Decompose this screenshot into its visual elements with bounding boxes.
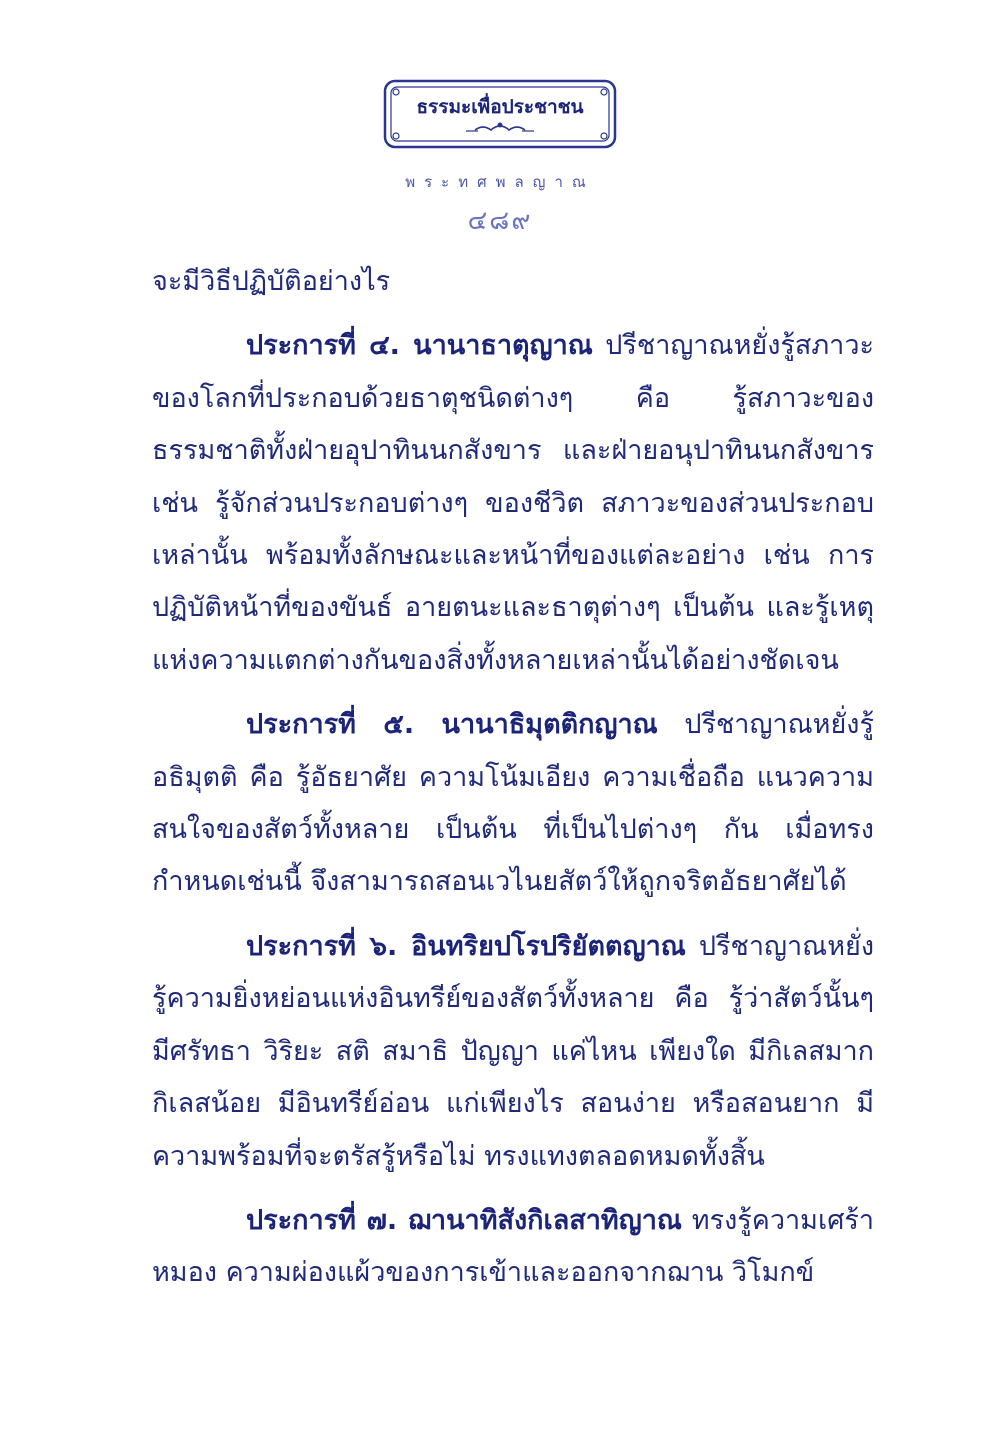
paragraph-heading: ประการที่ ๕. นานาธิมุตติกญาณ (246, 709, 658, 741)
book-logo (382, 78, 618, 150)
page-header (0, 78, 1000, 241)
logo-text: ธรรมะเพื่อประชาชน (416, 96, 584, 118)
paragraph-text: ปรีชาญาณหยั่งรู้อธิมุตติ คือ รู้อัธยาศัย ความโน้มเอียง ความเชื่อถือ แนวความสนใจของสัตว์ทั้งหลาย เป็นต้น ที่เป็นไปต่างๆ กัน เมื่อทรงกำหนดเช่นนี้ จึงสามารถสอนเวไนยสัตว์ให้ถูกจริตอัธยาศัยได้ (152, 709, 874, 898)
paragraph-7 (152, 1195, 874, 1300)
paragraph-text: ปรีชาญาณหยั่งรู้ความยิ่งหย่อนแห่งอินทรีย์ของสัตว์ทั้งหลาย คือ รู้ว่าสัตว์นั้นๆ มีศรัทธา วิริยะ สติ สมาธิ ปัญญา แค่ไหน เพียงใด มีกิเลสมาก กิเลสน้อย มีอินทรีย์อ่อน แก่เพียงไร สอนง่าย หรือสอนยาก มีความพร้อมที่จะตรัสรู้หรือไม่ ทรงแทงตลอดหมดทั้งสิ้น (152, 930, 875, 1172)
paragraph-heading: ประการที่ ๖. อินทริยปโรปริยัตตญาณ (246, 930, 686, 962)
paragraph-text: ทรงรู้ความเศร้าหมอง ความผ่องแผ้วของการเข้าและออกจากฌาน วิโมกข์ (152, 1204, 875, 1289)
paragraph-text: ปรีชาญาณหยั่งรู้สภาวะของโลกที่ประกอบด้วยธาตุชนิดต่างๆ คือ รู้สภาวะของธรรมชาติทั้งฝ่ายอุปาทินนกสังขาร และฝ่ายอนุปาทินนกสังขาร เช่น รู้จักส่วนประกอบต่างๆ ของชีวิต สภาวะของส่วนประกอบเหล่านั้น พร้อมทั้งลักษณะและหน้าที่ของแต่ละอย่าง เช่น การปฏิบัติหน้าที่ของขันธ์ อายตนะและธาตุต่างๆ เป็นต้น และรู้เหตุแห่งความแตกต่างกันของสิ่งทั้งหลายเหล่านั้นได้อย่างชัดเจน (152, 330, 874, 676)
running-title: พระทศพลญาณ (405, 173, 595, 191)
paragraph-6 (152, 921, 874, 1183)
intro-line: จะมีวิธีปฏิบัติอย่างไร (152, 266, 391, 297)
paragraph-5 (152, 699, 874, 909)
page-body (152, 256, 874, 1300)
paragraph-heading: ประการที่ ๗. ฌานาทิสังกิเลสาทิญาณ (246, 1204, 682, 1236)
paragraph-heading: ประการที่ ๔. นานาธาตุญาณ (246, 330, 593, 362)
paragraph-4 (152, 320, 874, 687)
page-number: ๔๘๙ (467, 206, 533, 236)
